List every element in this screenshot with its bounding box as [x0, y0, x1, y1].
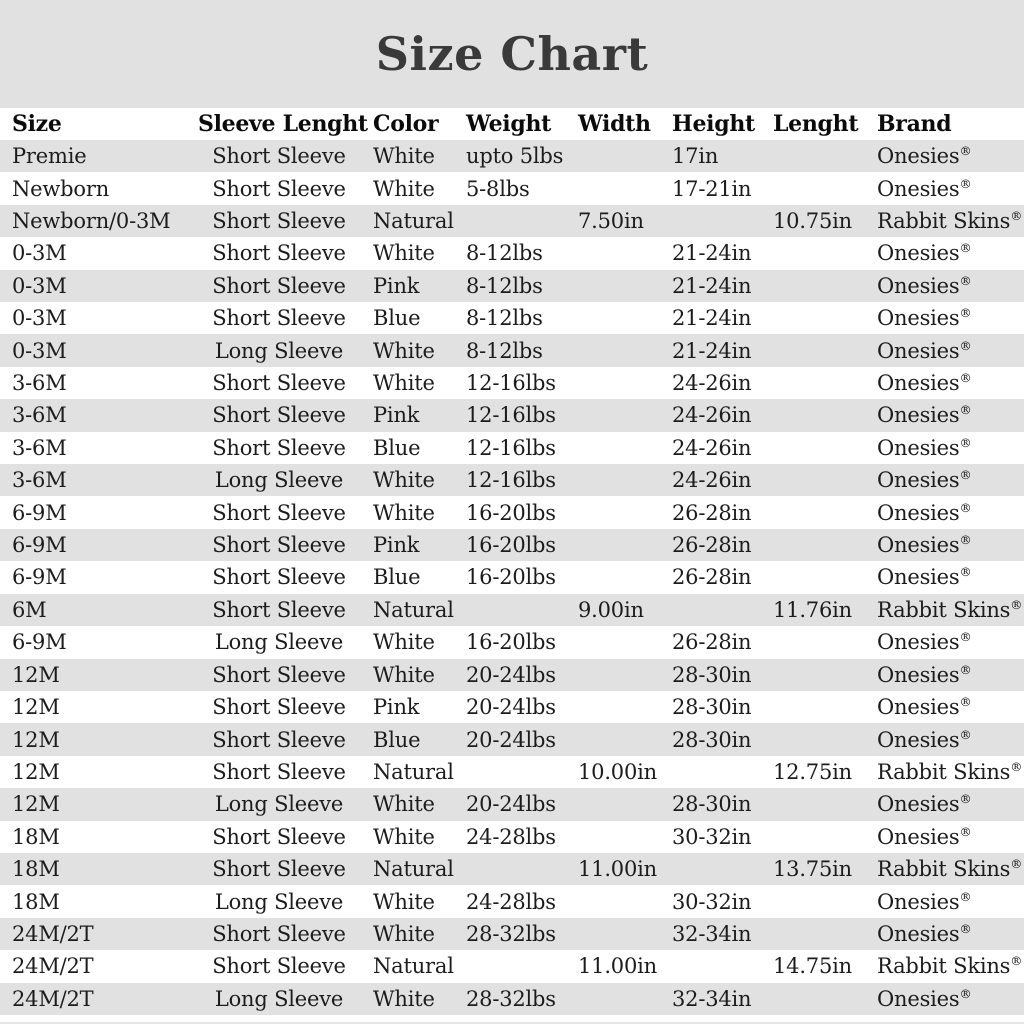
cell-height: 26-28in	[672, 500, 752, 525]
cell-width: 11.00in	[578, 954, 657, 979]
cell-brand: Onesies®	[877, 500, 972, 525]
cell-brand: Onesies®	[877, 986, 972, 1011]
cell-color: Pink	[373, 403, 420, 428]
cell-brand: Onesies®	[877, 662, 972, 687]
table-row	[0, 626, 1024, 658]
cell-color: Pink	[373, 533, 420, 558]
cell-weight: 8-12lbs	[466, 306, 543, 331]
cell-color: Blue	[373, 435, 421, 460]
cell-height: 24-26in	[672, 371, 752, 396]
cell-weight: 20-24lbs	[466, 662, 556, 687]
cell-weight: 16-20lbs	[466, 500, 556, 525]
cell-size: 0-3M	[12, 273, 67, 298]
table-row	[0, 821, 1024, 853]
cell-size: 12M	[12, 792, 60, 817]
cell-weight: 8-12lbs	[466, 338, 543, 363]
cell-brand: Onesies®	[877, 144, 972, 169]
table-header-row	[0, 108, 1024, 140]
table-row	[0, 756, 1024, 788]
cell-size: 3-6M	[12, 371, 67, 396]
cell-sleeve: Long Sleeve	[214, 468, 344, 493]
cell-color: Natural	[373, 597, 454, 622]
cell-height: 21-24in	[672, 338, 752, 363]
table-row	[0, 237, 1024, 269]
cell-color: White	[373, 500, 435, 525]
cell-height: 32-34in	[672, 921, 752, 946]
cell-size: 6-9M	[12, 565, 67, 590]
cell-weight: 5-8lbs	[466, 176, 530, 201]
cell-brand: Onesies®	[877, 889, 972, 914]
cell-size: Newborn	[12, 176, 110, 201]
cell-size: 3-6M	[12, 435, 67, 460]
title-band	[0, 0, 1024, 108]
cell-width: 11.00in	[578, 857, 657, 882]
cell-height: 28-30in	[672, 695, 752, 720]
cell-height: 26-28in	[672, 630, 752, 655]
column-header-weight: Weight	[466, 111, 552, 137]
cell-brand: Onesies®	[877, 792, 972, 817]
cell-brand: Onesies®	[877, 338, 972, 363]
cell-brand: Onesies®	[877, 921, 972, 946]
cell-weight: 20-24lbs	[466, 695, 556, 720]
cell-brand: Rabbit Skins®	[877, 954, 1023, 979]
cell-brand: Rabbit Skins®	[877, 209, 1023, 234]
table-row	[0, 691, 1024, 723]
table-row	[0, 950, 1024, 982]
cell-size: 3-6M	[12, 468, 67, 493]
cell-size: 12M	[12, 695, 60, 720]
table-row	[0, 140, 1024, 172]
cell-sleeve: Short Sleeve	[212, 954, 346, 979]
cell-sleeve: Short Sleeve	[212, 824, 346, 849]
cell-color: White	[373, 792, 435, 817]
cell-brand: Onesies®	[877, 695, 972, 720]
cell-sleeve: Short Sleeve	[212, 176, 346, 201]
cell-weight: 24-28lbs	[466, 824, 556, 849]
cell-sleeve: Short Sleeve	[212, 695, 346, 720]
cell-size: 0-3M	[12, 306, 67, 331]
cell-sleeve: Short Sleeve	[212, 144, 346, 169]
cell-brand: Onesies®	[877, 176, 972, 201]
cell-height: 28-30in	[672, 727, 752, 752]
cell-size: Premie	[12, 144, 87, 169]
cell-brand: Rabbit Skins®	[877, 857, 1023, 882]
cell-weight: 20-24lbs	[466, 727, 556, 752]
cell-brand: Onesies®	[877, 468, 972, 493]
cell-weight: 12-16lbs	[466, 435, 556, 460]
cell-size: 0-3M	[12, 241, 67, 266]
cell-brand: Onesies®	[877, 403, 972, 428]
cell-weight: 16-20lbs	[466, 630, 556, 655]
cell-height: 21-24in	[672, 241, 752, 266]
cell-color: Blue	[373, 306, 421, 331]
cell-color: Natural	[373, 954, 454, 979]
cell-height: 32-34in	[672, 986, 752, 1011]
table-row	[0, 788, 1024, 820]
cell-height: 17in	[672, 144, 719, 169]
cell-width: 10.00in	[578, 759, 657, 784]
table-row	[0, 496, 1024, 528]
cell-color: Pink	[373, 695, 420, 720]
cell-sleeve: Long Sleeve	[214, 889, 344, 914]
cell-size: 12M	[12, 759, 60, 784]
cell-weight: 8-12lbs	[466, 241, 543, 266]
table-row	[0, 918, 1024, 950]
column-header-color: Color	[373, 111, 439, 137]
cell-color: White	[373, 468, 435, 493]
cell-sleeve: Long Sleeve	[214, 630, 344, 655]
cell-sleeve: Short Sleeve	[212, 759, 346, 784]
cell-height: 30-32in	[672, 889, 752, 914]
cell-weight: 12-16lbs	[466, 403, 556, 428]
cell-size: 3-6M	[12, 403, 67, 428]
cell-sleeve: Short Sleeve	[212, 921, 346, 946]
cell-color: Blue	[373, 565, 421, 590]
cell-width: 7.50in	[578, 209, 644, 234]
cell-sleeve: Short Sleeve	[212, 371, 346, 396]
cell-sleeve: Short Sleeve	[212, 241, 346, 266]
table-row	[0, 399, 1024, 431]
cell-width: 9.00in	[578, 597, 644, 622]
cell-length: 13.75in	[773, 857, 852, 882]
table-row	[0, 723, 1024, 755]
cell-sleeve: Short Sleeve	[212, 727, 346, 752]
cell-sleeve: Short Sleeve	[212, 565, 346, 590]
cell-color: Natural	[373, 759, 454, 784]
cell-brand: Onesies®	[877, 630, 972, 655]
cell-brand: Rabbit Skins®	[877, 597, 1023, 622]
table-row	[0, 172, 1024, 204]
cell-size: 24M/2T	[12, 954, 94, 979]
cell-brand: Onesies®	[877, 435, 972, 460]
cell-brand: Onesies®	[877, 533, 972, 558]
cell-size: 18M	[12, 824, 60, 849]
cell-size: 6-9M	[12, 500, 67, 525]
cell-sleeve: Long Sleeve	[214, 338, 344, 363]
cell-color: White	[373, 889, 435, 914]
table-row	[0, 205, 1024, 237]
cell-sleeve: Short Sleeve	[212, 500, 346, 525]
cell-sleeve: Short Sleeve	[212, 533, 346, 558]
cell-color: Natural	[373, 857, 454, 882]
size-chart-table	[0, 140, 1024, 1015]
cell-brand: Rabbit Skins®	[877, 759, 1023, 784]
cell-color: White	[373, 144, 435, 169]
cell-size: 6-9M	[12, 533, 67, 558]
cell-sleeve: Short Sleeve	[212, 597, 346, 622]
table-row	[0, 594, 1024, 626]
column-header-sleeve: Sleeve Lenght	[198, 111, 368, 137]
cell-weight: 28-32lbs	[466, 921, 556, 946]
cell-color: White	[373, 176, 435, 201]
table-row	[0, 983, 1024, 1015]
cell-sleeve: Short Sleeve	[212, 857, 346, 882]
table-row	[0, 853, 1024, 885]
cell-color: White	[373, 630, 435, 655]
cell-sleeve: Short Sleeve	[212, 435, 346, 460]
cell-weight: 12-16lbs	[466, 371, 556, 396]
cell-color: White	[373, 338, 435, 363]
cell-size: Newborn/0-3M	[12, 209, 171, 234]
cell-size: 6-9M	[12, 630, 67, 655]
cell-height: 28-30in	[672, 662, 752, 687]
cell-size: 0-3M	[12, 338, 67, 363]
cell-brand: Onesies®	[877, 727, 972, 752]
cell-sleeve: Short Sleeve	[212, 662, 346, 687]
cell-height: 21-24in	[672, 273, 752, 298]
cell-height: 24-26in	[672, 435, 752, 460]
cell-color: White	[373, 824, 435, 849]
cell-height: 17-21in	[672, 176, 752, 201]
cell-color: White	[373, 241, 435, 266]
cell-weight: 20-24lbs	[466, 792, 556, 817]
column-header-brand: Brand	[877, 111, 952, 137]
cell-color: White	[373, 662, 435, 687]
cell-size: 12M	[12, 662, 60, 687]
cell-sleeve: Long Sleeve	[214, 986, 344, 1011]
cell-height: 24-26in	[672, 403, 752, 428]
cell-weight: 12-16lbs	[466, 468, 556, 493]
cell-color: White	[373, 986, 435, 1011]
cell-weight: 24-28lbs	[466, 889, 556, 914]
cell-length: 10.75in	[773, 209, 852, 234]
cell-height: 26-28in	[672, 565, 752, 590]
table-row	[0, 302, 1024, 334]
cell-size: 6M	[12, 597, 47, 622]
cell-weight: 16-20lbs	[466, 533, 556, 558]
column-header-length: Lenght	[773, 111, 859, 137]
cell-brand: Onesies®	[877, 273, 972, 298]
cell-height: 21-24in	[672, 306, 752, 331]
cell-sleeve: Short Sleeve	[212, 306, 346, 331]
cell-brand: Onesies®	[877, 306, 972, 331]
cell-weight: 28-32lbs	[466, 986, 556, 1011]
cell-size: 24M/2T	[12, 921, 94, 946]
cell-color: Natural	[373, 209, 454, 234]
cell-height: 24-26in	[672, 468, 752, 493]
cell-size: 18M	[12, 857, 60, 882]
cell-length: 11.76in	[773, 597, 852, 622]
cell-size: 18M	[12, 889, 60, 914]
cell-weight: upto 5lbs	[466, 144, 564, 169]
cell-size: 24M/2T	[12, 986, 94, 1011]
cell-height: 28-30in	[672, 792, 752, 817]
page-title: Size Chart	[375, 27, 649, 81]
table-row	[0, 367, 1024, 399]
table-row	[0, 659, 1024, 691]
cell-weight: 16-20lbs	[466, 565, 556, 590]
table-row	[0, 885, 1024, 917]
cell-color: White	[373, 921, 435, 946]
cell-weight: 8-12lbs	[466, 273, 543, 298]
cell-sleeve: Short Sleeve	[212, 209, 346, 234]
cell-sleeve: Long Sleeve	[214, 792, 344, 817]
column-header-width: Width	[578, 111, 651, 137]
table-row	[0, 529, 1024, 561]
column-header-height: Height	[672, 111, 755, 137]
cell-color: Blue	[373, 727, 421, 752]
cell-color: White	[373, 371, 435, 396]
cell-color: Pink	[373, 273, 420, 298]
cell-sleeve: Short Sleeve	[212, 273, 346, 298]
cell-length: 14.75in	[773, 954, 852, 979]
table-row	[0, 464, 1024, 496]
table-row	[0, 432, 1024, 464]
cell-sleeve: Short Sleeve	[212, 403, 346, 428]
table-row	[0, 334, 1024, 366]
cell-length: 12.75in	[773, 759, 852, 784]
column-header-size: Size	[12, 111, 62, 137]
table-row	[0, 270, 1024, 302]
cell-brand: Onesies®	[877, 565, 972, 590]
cell-height: 26-28in	[672, 533, 752, 558]
bottom-strip	[0, 1015, 1024, 1024]
cell-height: 30-32in	[672, 824, 752, 849]
cell-brand: Onesies®	[877, 371, 972, 396]
cell-brand: Onesies®	[877, 824, 972, 849]
table-row	[0, 561, 1024, 593]
cell-size: 12M	[12, 727, 60, 752]
cell-brand: Onesies®	[877, 241, 972, 266]
